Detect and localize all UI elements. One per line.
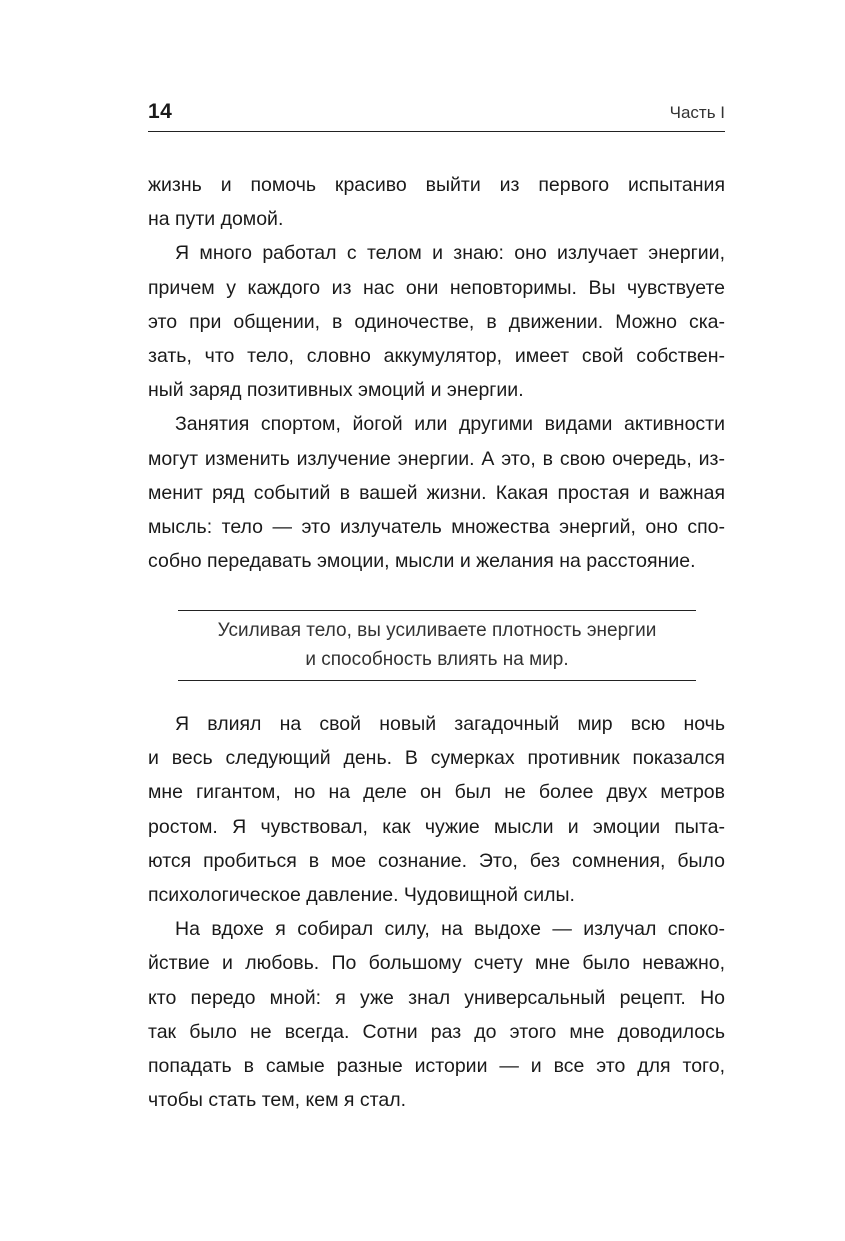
pull-quote xyxy=(178,610,696,681)
text-line: психологическое давление. Чудовищной силы. xyxy=(148,884,575,907)
body-text-section-2 xyxy=(148,707,725,1117)
text-line: могут изменить излучение энергии. А это, в свою очередь, из- xyxy=(148,447,725,470)
text-line: кто передо мной: я уже знал универсальный рецепт. Но xyxy=(148,986,725,1009)
body-text-section-1 xyxy=(148,168,725,578)
text-line: мне гигантом, но на деле он был не более двух метров xyxy=(148,781,725,804)
running-head: Часть I xyxy=(669,103,725,122)
text-line: Занятия спортом, йогой или другими видами активности xyxy=(175,413,725,436)
text-line: собно передавать эмоции, мысли и желания на расстояние. xyxy=(148,550,696,573)
text-line: Я влиял на свой новый загадочный мир всю ночь xyxy=(175,713,725,735)
text-line: ростом. Я чувствовал, как чужие мысли и эмоции пыта- xyxy=(148,815,725,838)
text-line: причем у каждого из нас они неповторимы. Вы чувствуете xyxy=(148,276,725,299)
text-line: йствие и любовь. По большому счету мне было неважно, xyxy=(148,952,725,975)
pull-quote-line-1: Усиливая тело, вы усиливаете плотность энергии xyxy=(217,620,657,641)
text-line: ются пробиться в мое сознание. Это, без сомнения, было xyxy=(148,849,725,872)
text-line: зать, что тело, словно аккумулятор, имеет свой собствен- xyxy=(148,345,725,368)
text-line: менит ряд событий в вашей жизни. Какая простая и важная xyxy=(148,481,725,504)
paragraph xyxy=(148,168,725,236)
text-line: Я много работал с телом и знаю: оно излучает энергии, xyxy=(175,242,725,265)
paragraph xyxy=(148,236,725,407)
header-rule xyxy=(148,131,725,132)
text-line: так было не всегда. Сотни раз до этого мне доводилось xyxy=(148,1020,725,1043)
paragraph xyxy=(148,407,725,578)
text-line: ный заряд позитивных эмоций и энергии. xyxy=(148,379,524,402)
text-line: попадать в самые разные истории — и все это для того, xyxy=(148,1055,725,1078)
text-line: это при общении, в одиночестве, в движении. Можно ска- xyxy=(148,310,725,333)
paragraph xyxy=(148,707,725,912)
paragraph xyxy=(148,912,725,1117)
text-line: жизнь и помочь красиво выйти из первого испытания xyxy=(148,174,725,196)
text-line: На вдохе я собирал силу, на выдохе — излучал споко- xyxy=(175,918,725,941)
text-line: мысль: тело — это излучатель множества энергий, оно спо- xyxy=(148,516,725,539)
text-line: на пути домой. xyxy=(148,208,284,231)
text-line: чтобы стать тем, кем я стал. xyxy=(148,1089,407,1112)
page-number: 14 xyxy=(148,100,173,123)
text-line: и весь следующий день. В сумерках противник показался xyxy=(148,747,725,770)
pull-quote-line-2: и способность влиять на мир. xyxy=(305,649,569,670)
